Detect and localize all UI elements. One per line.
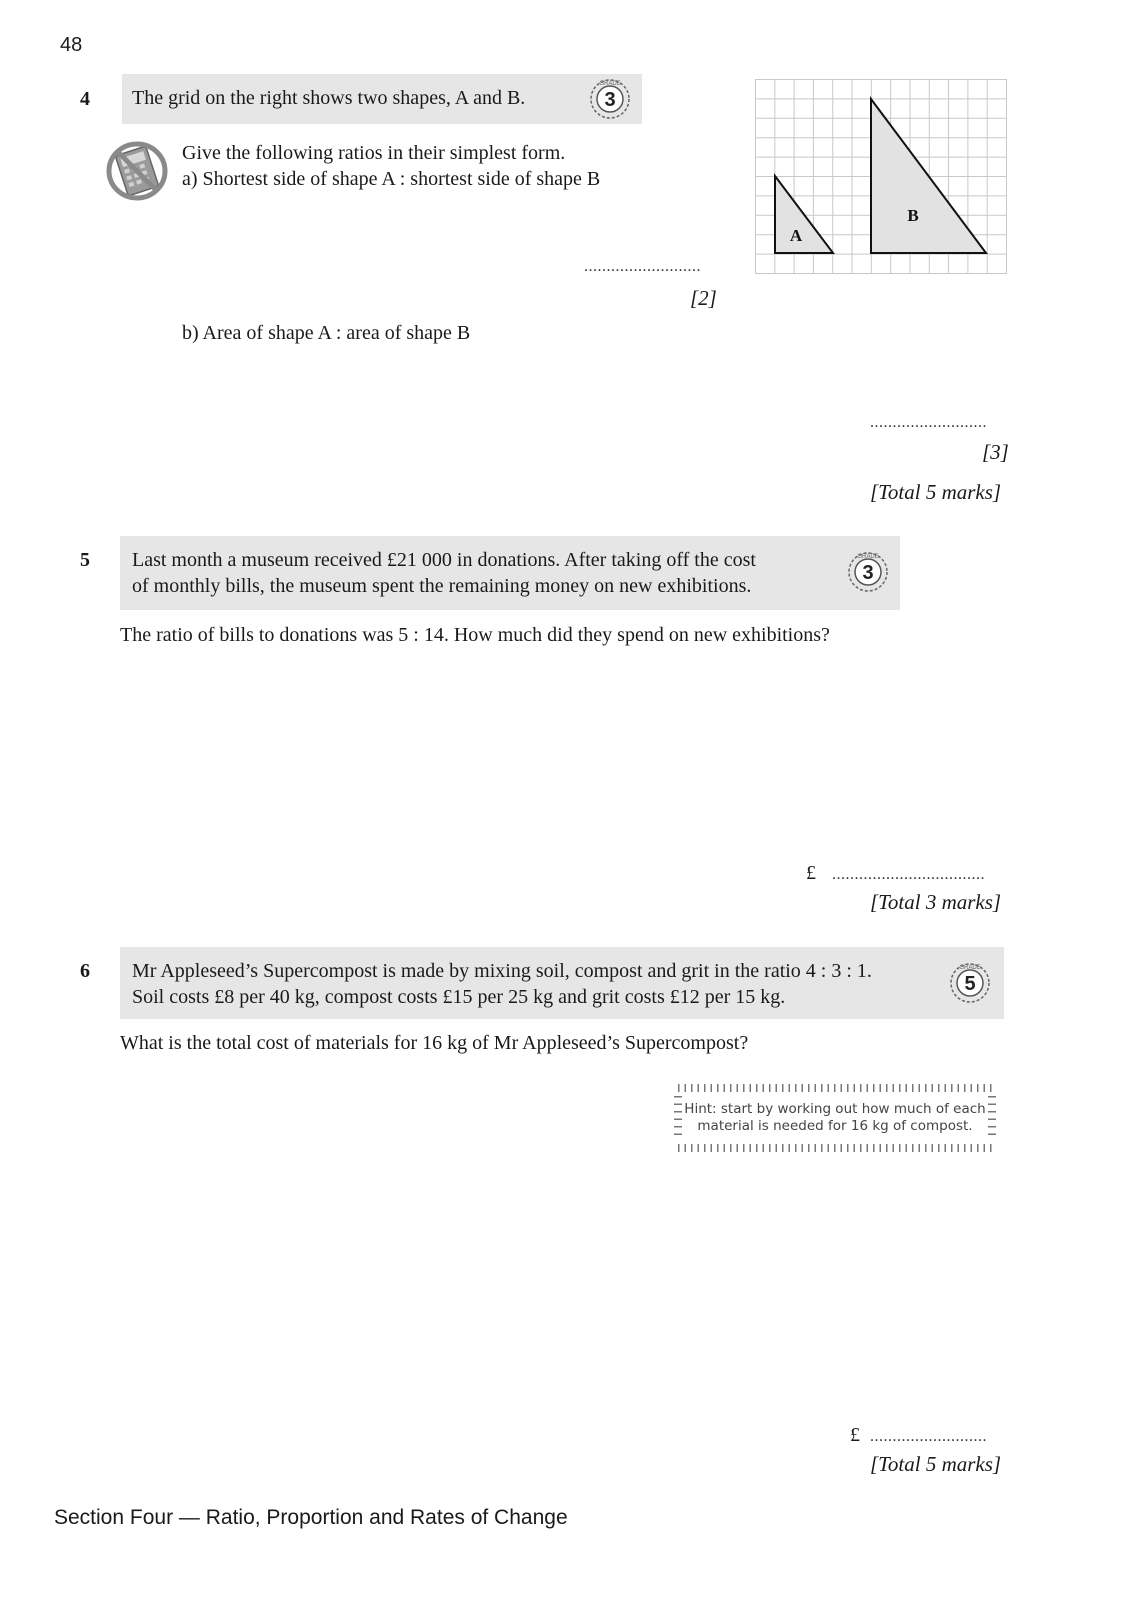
question-5-answer-line[interactable]: ..................................	[832, 866, 985, 883]
grade-5-badge-number: 5	[964, 973, 976, 995]
hint-line-2: material is needed for 16 kg of compost.	[697, 1118, 973, 1134]
hint-line-1: Hint: start by working out how much of each	[684, 1101, 986, 1117]
grade-3-badge-icon	[588, 77, 632, 121]
no-calculator-icon	[105, 140, 169, 202]
question-4a-answer-line[interactable]: ..........................	[584, 258, 701, 275]
question-4-part-a: a) Shortest side of shape A : shortest side of shape B	[182, 168, 601, 190]
question-5-line-1: Last month a museum received £21 000 in donations. After taking off the cost	[132, 549, 756, 571]
section-footer: Section Four — Ratio, Proportion and Rates of Change	[54, 1506, 568, 1529]
question-4b-marks: [3]	[982, 440, 1009, 464]
shape-a	[775, 176, 833, 253]
shape-a-label: A	[789, 226, 803, 245]
hint-box	[672, 1082, 998, 1154]
question-5-number: 5	[80, 549, 90, 571]
question-5-currency: £	[806, 862, 816, 884]
question-4-part-b: b) Area of shape A : area of shape B	[182, 322, 471, 344]
grade-3-badge-number: 3	[604, 89, 616, 111]
question-6-line-1: Mr Appleseed’s Supercompost is made by mixing soil, compost and grit in the ratio 4 : 3 : 1.	[132, 960, 872, 982]
question-4-header	[122, 74, 642, 124]
grade-3-badge-number: 3	[862, 562, 874, 584]
question-6-answer-line[interactable]: ..........................	[870, 1428, 987, 1445]
question-4-instruction: Give the following ratios in their simplest form.	[182, 142, 566, 164]
question-4a-marks: [2]	[690, 286, 717, 310]
question-5-header	[120, 536, 900, 610]
question-6-total-marks: [Total 5 marks]	[870, 1452, 1002, 1476]
grade-word: GRADE	[857, 554, 879, 560]
question-4-intro: The grid on the right shows two shapes, A and B.	[132, 87, 526, 109]
question-4b-answer-line[interactable]: ..........................	[870, 414, 987, 431]
question-6-line-2: Soil costs £8 per 40 kg, compost costs £15 per 25 kg and grit costs £12 per 15 kg.	[132, 986, 786, 1008]
grade-3-badge-icon	[846, 550, 890, 594]
page-number: 48	[60, 34, 83, 56]
grade-5-badge-icon	[948, 961, 992, 1005]
question-5-text: The ratio of bills to donations was 5 : 14. How much did they spend on new exhibitions?	[120, 624, 830, 646]
question-4-number: 4	[80, 88, 90, 110]
question-4-total-marks: [Total 5 marks]	[870, 480, 1002, 504]
grade-word: GRADE	[959, 965, 981, 971]
grade-word: GRADE	[599, 81, 621, 87]
question-6-text: What is the total cost of materials for 16 kg of Mr Appleseed’s Supercompost?	[120, 1032, 749, 1054]
question-6-number: 6	[80, 960, 90, 982]
question-6-header	[120, 947, 1004, 1019]
question-5-line-2: of monthly bills, the museum spent the remaining money on new exhibitions.	[132, 575, 752, 597]
question-6-currency: £	[850, 1424, 860, 1446]
question-5-total-marks: [Total 3 marks]	[870, 890, 1002, 914]
shape-b-label: B	[907, 206, 919, 225]
shapes-grid	[755, 79, 1007, 274]
